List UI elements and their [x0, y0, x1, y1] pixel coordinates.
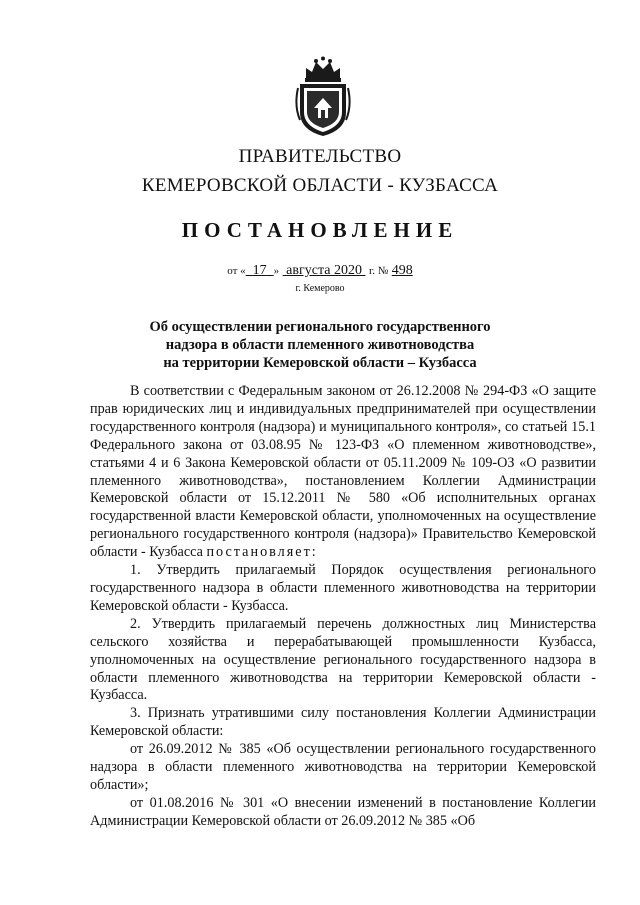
date-and-number-line	[0, 263, 640, 279]
place-of-issue: г. Кемерово	[295, 283, 345, 294]
government-name-line1: ПРАВИТЕЛЬСТВО	[238, 146, 402, 167]
government-name-line2: КЕМЕРОВСКОЙ ОБЛАСТИ - КУЗБАССА	[141, 175, 499, 196]
title-line: Об осуществлении регионального государственного	[149, 319, 491, 335]
paragraph-item-1: 1. Утвердить прилагаемый Порядок осуществления регионального государственного надзора в области племенного животноводства на территории Кемеровской области - Кузбасса.	[90, 562, 596, 614]
date-month-year: августа 2020	[286, 263, 362, 278]
decree-word: постановляет:	[206, 544, 318, 561]
paragraph-item-3: 3. Признать утратившими силу постановления Коллегии Администрации Кемеровской области:	[90, 705, 596, 740]
date-prefix: от «	[227, 265, 246, 277]
paragraph-item-2: 2. Утвердить прилагаемый перечень должностных лиц Министерства сельского хозяйства и перерабатывающей промышленности Кузбасса, уполномоченных на осуществление регионального государственного надзора в области племенного животноводства на территории Кемеровской области - Кузбасса.	[90, 615, 596, 704]
paragraph-preamble: В соответствии с Федеральным законом от 26.12.2008 № 294-ФЗ «О защите прав юридических лиц и индивидуальных предпринимателей при осуществлении государственного контроля (надзора) и муниципального контроля», со статьей 15.1 Федерального закона от 03.08.95 № 123-ФЗ «О племенном животноводстве», статьями 4 и 6 Закона Кемеровской области от 05.11.2009 № 109-ОЗ «О развитии племенного животноводства», постановлением Коллегии Администрации Кемеровской области от 15.12.2011 № 580 «Об исполнительных органах государственной власти Кемеровской области, уполномоченных на осуществление регионального государственного контроля (надзора)» Правительство Кемеровской области - Кузбасса постановляет:	[90, 383, 596, 561]
date-mid: »	[273, 265, 280, 277]
document-title	[110, 318, 530, 372]
document-type-heading: ПОСТАНОВЛЕНИЕ	[181, 218, 459, 242]
title-line: на территории Кемеровской области – Кузбасса	[163, 355, 477, 371]
date-day: 17	[252, 263, 267, 278]
title-line: надзора в области племенного животноводства	[165, 337, 475, 353]
number-prefix: г. №	[368, 265, 389, 277]
document-body	[90, 383, 596, 831]
paragraph-repeal-1: от 26.09.2012 № 385 «Об осуществлении регионального государственного надзора в области племенного животноводства на территории Кемеровской области»;	[90, 741, 596, 793]
paragraph-repeal-2: от 01.08.2016 № 301 «О внесении изменений в постановление Коллегии Администрации Кемеровской области от 26.09.2012 № 385 «Об	[90, 794, 596, 829]
document-number: 498	[391, 263, 413, 278]
coat-of-arms-emblem	[294, 56, 352, 138]
